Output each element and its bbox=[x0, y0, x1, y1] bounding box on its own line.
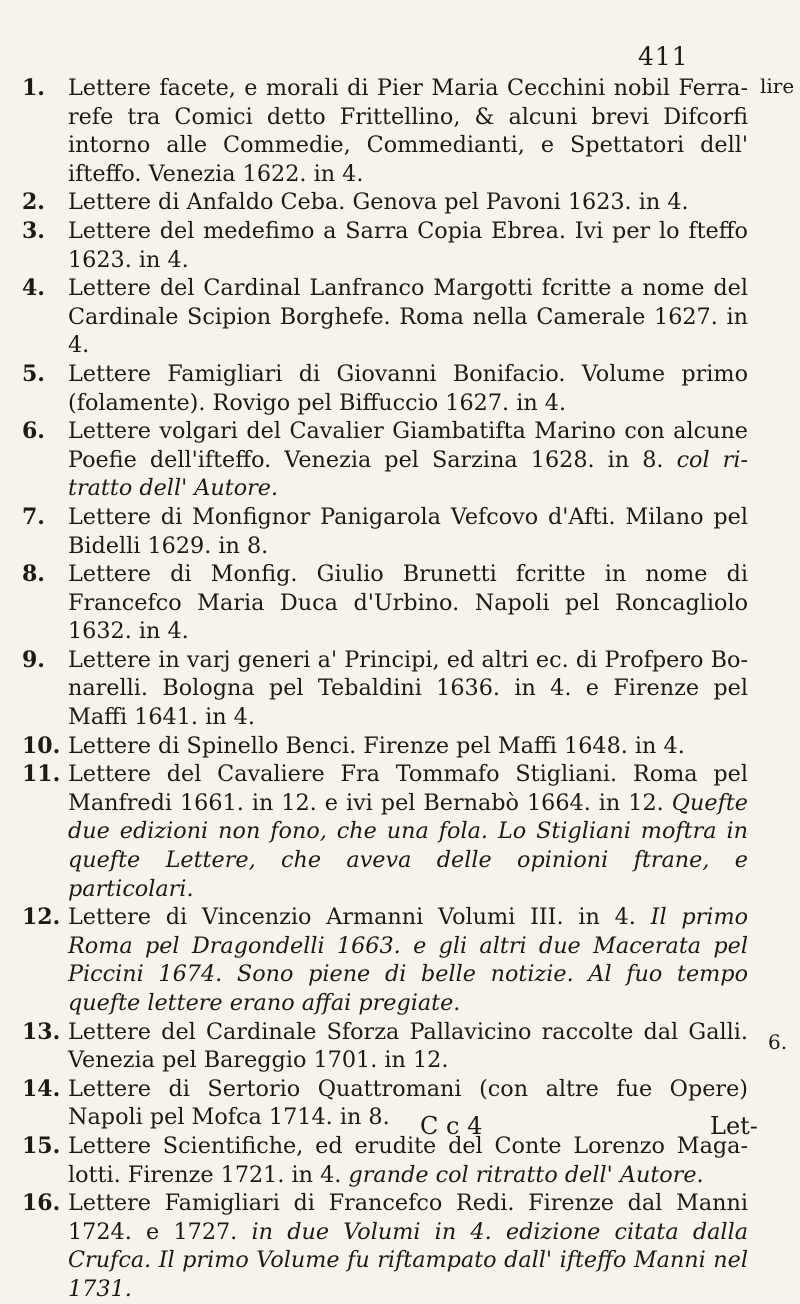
list-item bbox=[8, 1018, 748, 1075]
entry-citation: Lettere Famigliari di Giovanni Bonifacio. Volume primo (folamente). Rovigo pel Biffuccio 1627. in 4. bbox=[68, 360, 748, 416]
list-item bbox=[8, 1075, 748, 1132]
list-item bbox=[8, 1132, 748, 1189]
catchword: Let- bbox=[710, 1112, 758, 1140]
entry-note: grande col ritratto dell' Autore. bbox=[348, 1161, 704, 1188]
entry-number: 1. bbox=[22, 75, 45, 101]
list-item bbox=[8, 74, 748, 188]
list-item bbox=[8, 188, 748, 217]
entry-list bbox=[8, 74, 748, 1304]
page-number: 411 bbox=[638, 42, 689, 71]
entry-number: 12. bbox=[22, 904, 61, 931]
entry-citation: Lettere del Cardinal Lanfranco Margotti fcritte a nome del Cardinale Scipion Borghefe. Roma nella Camerale 1627. in 4. bbox=[68, 275, 748, 359]
entry-number: 2. bbox=[22, 189, 45, 216]
entry-citation: Lettere di Vincenzio Armanni Volumi III. in 4. bbox=[68, 904, 636, 931]
entry-text bbox=[68, 188, 748, 217]
entry-number: 8. bbox=[22, 561, 45, 588]
list-item bbox=[8, 360, 748, 417]
entry-number: 5. bbox=[22, 360, 45, 387]
list-item bbox=[8, 760, 748, 903]
entry-text bbox=[68, 503, 748, 560]
entry-citation: Lettere Famigliari di Francefco Redi. Firenze dal Manni 1724. e 1727. bbox=[68, 1190, 748, 1245]
entry-text bbox=[68, 1075, 748, 1132]
entry-text bbox=[68, 1132, 748, 1189]
list-item bbox=[8, 903, 748, 1017]
entry-text bbox=[68, 1189, 748, 1303]
entry-citation: Lettere volgari del Cavalier Giambatifta Marino con alcune Poefie dell'ifteffo. Venezia pel Sarzina 1628. in 8. bbox=[68, 418, 748, 473]
entry-number: 6. bbox=[22, 418, 45, 445]
list-item bbox=[8, 560, 748, 646]
list-item bbox=[8, 503, 748, 560]
entry-citation: Lettere di Sertorio Quattromani (con altre fue Opere) Napoli pel Mofca 1714. in 8. bbox=[68, 1075, 748, 1131]
entry-citation: Lettere Scientifiche, ed erudite del Conte Lorenzo Maga-lotti. Firenze 1721. in 4. bbox=[68, 1132, 748, 1188]
entry-citation: Lettere di Monfignor Panigarola Vefcovo d'Afti. Milano pel Bidelli 1629. in 8. bbox=[68, 503, 748, 559]
entry-text bbox=[68, 74, 748, 188]
margin-note-entry-15: 6. bbox=[768, 1030, 788, 1054]
entry-number: 14. bbox=[22, 1075, 61, 1102]
entry-citation: Lettere di Spinello Benci. Firenze pel Maffi 1648. in 4. bbox=[68, 732, 685, 759]
list-item bbox=[8, 274, 748, 360]
entry-citation: Lettere di Monfig. Giulio Brunetti fcritte in nome di Francefco Maria Duca d'Urbino. Napoli pel Roncagliolo 1632. in 4. bbox=[68, 561, 748, 645]
entry-text bbox=[68, 360, 748, 417]
entry-note: Quefte due edizioni non fono, che una fola. Lo Stigliani moftra in quefte Lettere, che aveva delle opinioni ftrane, e particolari. bbox=[68, 789, 748, 902]
list-item bbox=[8, 1189, 748, 1303]
entry-citation: Lettere del Cardinale Sforza Pallavicino raccolte dal Galli. Venezia pel Bareggio 1701. in 12. bbox=[68, 1018, 748, 1074]
entry-number: 7. bbox=[22, 503, 45, 530]
entry-number: 13. bbox=[22, 1018, 61, 1045]
entry-text bbox=[68, 274, 748, 360]
entry-text bbox=[68, 732, 748, 761]
entry-text bbox=[68, 217, 748, 274]
entry-citation: Lettere del Cavaliere Fra Tommafo Stigliani. Roma pel Manfredi 1661. in 12. e ivi pel Bernabò 1664. in 12. bbox=[68, 761, 748, 816]
entry-text bbox=[68, 903, 748, 1017]
entry-number: 3. bbox=[22, 217, 45, 244]
entry-text bbox=[68, 1018, 748, 1075]
list-item bbox=[8, 732, 748, 761]
entry-citation: Lettere di Anfaldo Ceba. Genova pel Pavoni 1623. in 4. bbox=[68, 189, 689, 216]
entry-number: 10. bbox=[22, 732, 61, 759]
list-item bbox=[8, 217, 748, 274]
entry-number: 9. bbox=[22, 646, 45, 673]
entry-text bbox=[68, 646, 748, 732]
entry-citation: Lettere facete, e morali di Pier Maria Cecchini nobil Ferra-refe tra Comici detto Frittellino, & alcuni brevi Difcorfi intorno alle Commedie, Commedianti, e Spettatori dell' ifteffo. Venezia 1622. in 4. bbox=[68, 75, 748, 187]
list-item bbox=[8, 417, 748, 503]
entry-note: Il primo Roma pel Dragondelli 1663. e gli altri due Macerata pel Piccini 1674. Sono piene di belle notizie. Al fuo tempo quefte lettere erano affai pregiate. bbox=[68, 904, 749, 1016]
entry-note: in due Volumi in 4. edizione citata dalla Crufca. Il primo Volume fu riftampato dall' ifteffo Manni nel 1731. bbox=[68, 1218, 748, 1302]
entry-text bbox=[68, 560, 748, 646]
entry-number: 4. bbox=[22, 275, 45, 302]
entry-number: 11. bbox=[22, 761, 61, 788]
entry-number: 16. bbox=[22, 1190, 61, 1217]
margin-note-top: lire bbox=[760, 74, 795, 98]
entry-citation: Lettere del medefimo a Sarra Copia Ebrea. Ivi per lo fteffo 1623. in 4. bbox=[68, 217, 748, 273]
entry-number: 15. bbox=[22, 1132, 61, 1159]
signature-mark: C c 4 bbox=[420, 1112, 483, 1140]
entry-note: col ri-tratto dell' Autore. bbox=[68, 446, 748, 502]
entry-text bbox=[68, 417, 748, 503]
list-item bbox=[8, 646, 748, 732]
entry-text bbox=[68, 760, 748, 903]
entry-citation: Lettere in varj generi a' Principi, ed altri ec. di Profpero Bo-narelli. Bologna pel Tebaldini 1636. in 4. e Firenze pel Maffi 1641. in 4. bbox=[68, 646, 748, 731]
